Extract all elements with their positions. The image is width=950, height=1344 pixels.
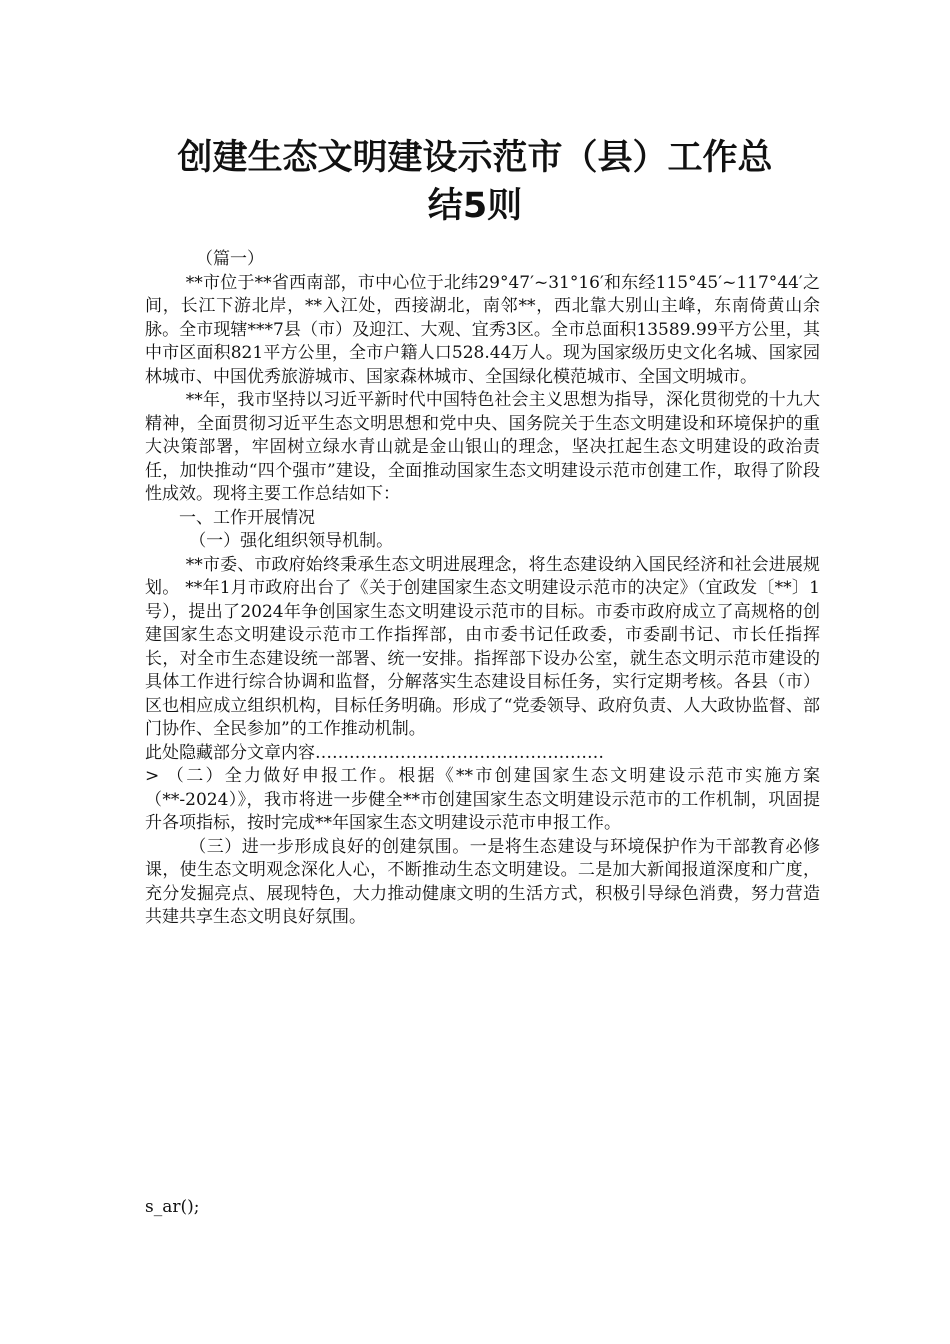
section-heading: 一、工作开展情况: [179, 507, 315, 528]
paragraph-atmosphere: （三）进一步形成良好的创建氛围。一是将生态建设与环境保护作为干部教育必修课，使生态文明观念深化人心，不断推动生态文明建设。二是加大新闻报道深度和广度，充分发掘亮点、展现特色，大力推动健康文明的生活方式，积极引导绿色消费，努力营造共建共享生态文明良好氛围。: [145, 836, 820, 927]
document-title-line-1: 创建生态文明建设示范市（县）工作总: [177, 138, 773, 178]
subsection-heading-1: （一）强化组织领导机制。: [189, 531, 394, 551]
document-body: [145, 248, 820, 930]
document-title-line-2: 结5则: [427, 186, 523, 226]
footer-script-text: s_ar();: [145, 1197, 200, 1217]
paragraph-overview: **年，我市坚持以习近平新时代中国特色社会主义思想为指导，深化贯彻党的十九大精神，全面贯彻习近平生态文明思想和党中央、国务院关于生态文明建设和环境保护的重大决策部署，牢固树立绿水青山就是金山银山的理念，坚决扛起生态文明建设的政治责任，加快推动“四个强市”建设，全面推动国家生态文明建设示范市创建工作，取得了阶段性成效。现将主要工作总结如下：: [145, 390, 820, 504]
paragraph-leadership: **市委、市政府始终秉承生态文明进展理念，将生态建设纳入国民经济和社会进展规划。 **年1月市政府出台了《关于创建国家生态文明建设示范市的决定》（宜政发〔**〕1号），提出了2024年争创国家生态文明建设示范市的目标。市委市政府成立了高规格的创建国家生态文明建设示范市工作指挥部，由市委书记任政委，市委副书记、市长任指挥长，对全市生态建设统一部署、统一安排。指挥部下设办公室，就生态文明示范市建设的具体工作进行综合协调和监督，分解落实生态建设目标任务，实行定期考核。各县（市）区也相应成立组织机构，目标任务明确。形成了“党委领导、政府负责、人大政协监督、部门协作、全民参加”的工作推动机制。: [145, 554, 820, 739]
paragraph-location: **市位于**省西南部，市中心位于北纬29°47′~31°16′和东经115°45′~117°44′之间，长江下游北岸，**入江处，西接湖北，南邻**，西北靠大别山主峰，东南倚黄山余脉。全市现辖***7县（市）及迎江、大观、宜秀3区。全市总面积13589.99平方公里，其中市区面积821平方公里，全市户籍人口528.44万人。现为国家级历史文化名城、国家园林城市、中国优秀旅游城市、国家森林城市、全国绿化模范城市、全国文明城市。: [145, 272, 820, 387]
part-label: （篇一）: [196, 249, 264, 269]
hidden-content-note: 此处隐藏部分文章内容……………………………………………: [145, 742, 604, 763]
paragraph-application: > （二）全力做好申报工作。根据《**市创建国家生态文明建设示范市实施方案（**-2024）》，我市将进一步健全**市创建国家生态文明建设示范市的工作机制，巩固提升各项指标，按时完成**年国家生态文明建设示范市申报工作。: [145, 766, 820, 833]
